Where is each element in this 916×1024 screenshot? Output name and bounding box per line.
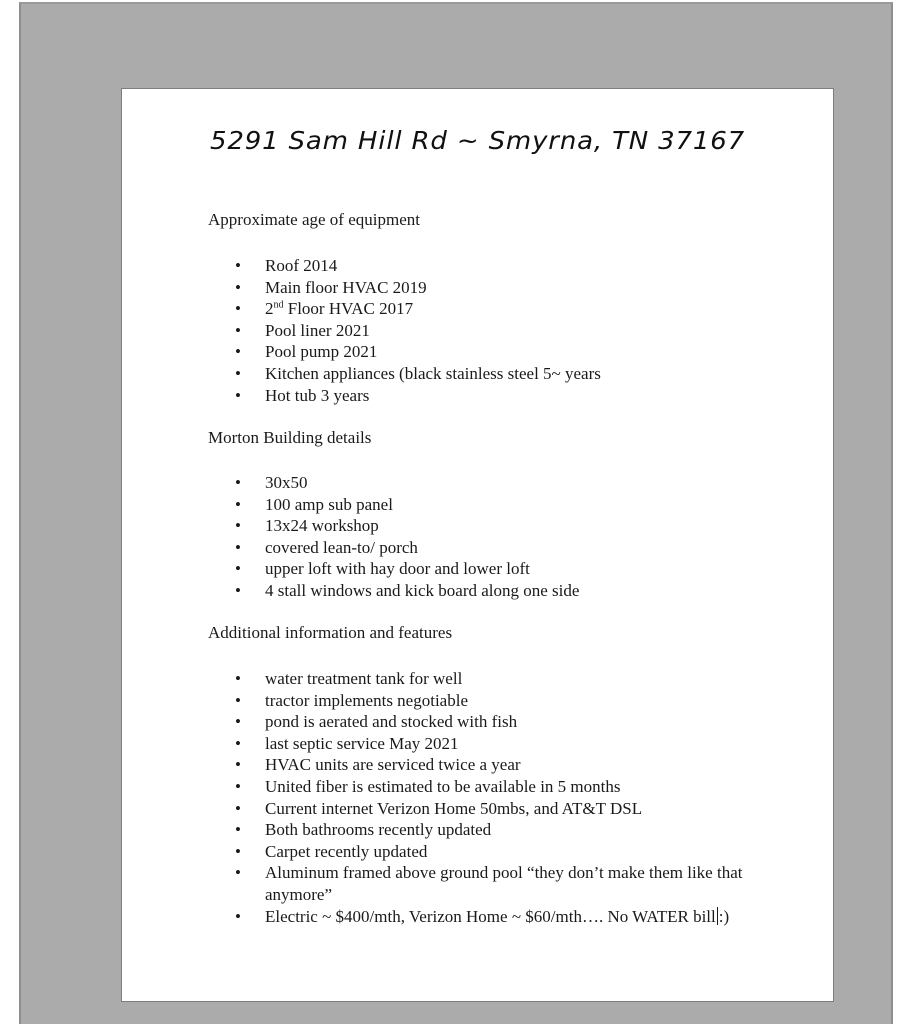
last-item-text: Electric ~ $400/mth, Verizon Home ~ $60/mth…. No WATER bill (265, 906, 716, 926)
list-item: • covered lean-to/ porch (208, 537, 808, 559)
text-cursor (717, 907, 718, 925)
list-item: • Kitchen appliances (black stainless steel 5~ years (208, 363, 808, 385)
document-page[interactable] (121, 88, 834, 1002)
smiley-text: :) (718, 906, 730, 926)
equipment-list (208, 255, 808, 406)
list-item (208, 906, 808, 928)
list-item: • Both bathrooms recently updated (208, 819, 808, 841)
list-item: • pond is aerated and stocked with fish (208, 711, 808, 733)
list-item: • Main floor HVAC 2019 (208, 277, 808, 299)
list-item: • water treatment tank for well (208, 668, 808, 690)
list-item: • 4 stall windows and kick board along one side (208, 580, 808, 602)
page-title: 5291 Sam Hill Rd ~ Smyrna, TN 37167 (209, 126, 746, 155)
list-item: • 100 amp sub panel (208, 494, 808, 516)
document-viewport[interactable] (19, 2, 893, 1024)
section-heading-morton-building: Morton Building details (208, 428, 372, 447)
morton-building-list (208, 472, 808, 602)
list-item: • 30x50 (208, 472, 808, 494)
floor-text: Floor HVAC 2017 (283, 299, 414, 319)
list-item: • 13x24 workshop (208, 515, 808, 537)
list-item: • Roof 2014 (208, 255, 808, 277)
list-item: • upper loft with hay door and lower loft (208, 558, 808, 580)
ordinal-suffix: nd (273, 299, 284, 311)
list-item: • Hot tub 3 years (208, 385, 808, 407)
list-item: • United fiber is estimated to be available in 5 months (208, 776, 808, 798)
list-item: • Carpet recently updated (208, 841, 808, 863)
list-item: • HVAC units are serviced twice a year (208, 754, 808, 776)
list-item: • last septic service May 2021 (208, 733, 808, 755)
floor-number: 2 (265, 299, 274, 319)
additional-info-list (208, 668, 808, 927)
section-heading-additional-info: Additional information and features (208, 623, 453, 642)
section-heading-equipment: Approximate age of equipment (208, 210, 420, 229)
list-item: • tractor implements negotiable (208, 690, 808, 712)
list-item: • Pool liner 2021 (208, 320, 808, 342)
list-item (208, 298, 808, 320)
list-item: • Pool pump 2021 (208, 341, 808, 363)
list-item: • Aluminum framed above ground pool “they don’t make them like that anymore” (208, 862, 808, 905)
list-item: • Current internet Verizon Home 50mbs, and AT&T DSL (208, 798, 808, 820)
